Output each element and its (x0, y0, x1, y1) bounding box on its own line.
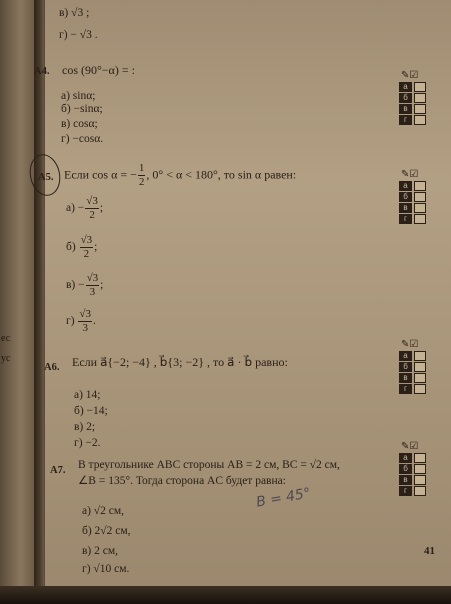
prev-option-v: в) √3 ; (59, 7, 90, 19)
left-page-fragment: ус (1, 353, 11, 364)
a4-option-b: б) −sinα; (61, 103, 103, 115)
answer-grid-a4: ✎☑ а б в г (399, 71, 435, 125)
answer-grid-header-icon: ✎☑ (401, 339, 419, 350)
question-a6-stem: Если a⃗{−2; −4} , b⃗{3; −2} , то a⃗ · b⃗ равно: (72, 355, 288, 369)
handwritten-note: B = 45° (255, 485, 313, 511)
question-a7-stem-line2: ∠B = 135°. Тогда сторона AC будет равна: (78, 475, 286, 487)
answer-grid-header-icon: ✎☑ (401, 441, 419, 452)
answer-grid-header-icon: ✎☑ (401, 70, 419, 81)
answer-checkbox[interactable] (414, 93, 426, 103)
answer-checkbox[interactable] (414, 362, 426, 372)
question-number-a5: А5. (38, 172, 54, 183)
fraction-one-half: $\frac{1}{2}$ (138, 162, 145, 188)
a6-option-b: б) −14; (74, 405, 108, 417)
answer-checkbox[interactable] (414, 82, 426, 92)
question-a4-stem: cos (90°−α) = : (62, 63, 135, 77)
a7-option-a: а) √2 см, (82, 505, 125, 517)
answer-checkbox[interactable] (414, 203, 426, 213)
prev-option-g: г) − √3 . (59, 29, 98, 41)
answer-checkbox[interactable] (414, 351, 426, 361)
a5-option-g: г) $\frac{√3}{3}$ . (66, 308, 96, 334)
answer-checkbox[interactable] (414, 192, 426, 202)
question-a5-stem: Если cos α = − $\frac{1}{2}$ , 0° < α < 180°, то sin α равен: (64, 162, 297, 188)
a7-option-g: г) √10 см. (82, 563, 130, 575)
question-number-a6: А6. (44, 362, 60, 373)
answer-checkbox[interactable] (414, 373, 426, 383)
question-a7-stem-line1: В треугольнике ABC стороны AB = 2 см, BC = √2 см, (78, 459, 340, 471)
answer-grid-a7: ✎☑ а б в г (399, 442, 435, 496)
a6-option-v: в) 2; (74, 421, 96, 433)
left-page-edge (0, 0, 34, 604)
answer-checkbox[interactable] (414, 453, 426, 463)
left-page-fragment: ес (1, 333, 11, 344)
a4-option-v: в) cosα; (61, 118, 98, 130)
answer-checkbox[interactable] (414, 181, 426, 191)
page-number: 41 (424, 545, 435, 557)
answer-checkbox[interactable] (414, 384, 426, 394)
a5-option-v: в) − $\frac{√3}{3}$ ; (66, 272, 104, 298)
answer-checkbox[interactable] (414, 214, 426, 224)
a6-option-g: г) −2. (74, 437, 101, 449)
question-number-a4: А4. (34, 66, 50, 77)
a4-option-g: г) −cosα. (61, 133, 104, 145)
a6-option-a: а) 14; (74, 389, 101, 401)
question-number-a7: А7. (50, 465, 66, 476)
answer-checkbox[interactable] (414, 464, 426, 474)
a7-option-v: в) 2 см, (82, 545, 119, 557)
page-bottom-shadow (0, 586, 451, 604)
a4-option-a: а) sinα; (61, 90, 96, 102)
a5-option-a: а) − $\frac{√3}{2}$ ; (66, 195, 104, 221)
answer-checkbox[interactable] (414, 115, 426, 125)
answer-grid-a5: ✎☑ а б в г (399, 170, 435, 224)
answer-grid-header-icon: ✎☑ (401, 169, 419, 180)
a7-option-b: б) 2√2 см, (82, 525, 131, 537)
a5-option-b: б) $\frac{√3}{2}$ ; (66, 234, 98, 260)
answer-checkbox[interactable] (414, 104, 426, 114)
answer-checkbox[interactable] (414, 475, 426, 485)
answer-checkbox[interactable] (414, 486, 426, 496)
answer-grid-a6: ✎☑ а б в г (399, 340, 435, 394)
